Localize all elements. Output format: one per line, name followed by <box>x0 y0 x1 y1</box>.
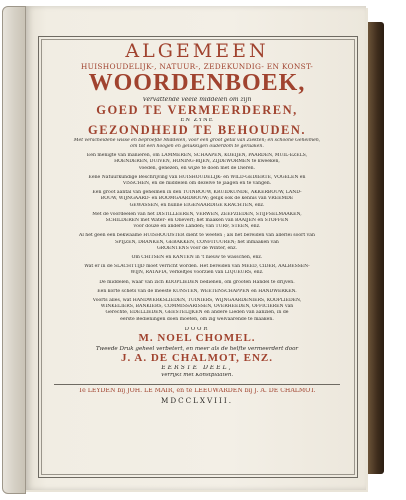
description-line: Een korte schets van de meeste KUNSTEN, WEETENSCHAPPEN en HANDWERKEN. <box>97 288 297 294</box>
title-ouderdom-line: om tot een hoogen en gelukkigen ouderdom te geraaken. <box>130 143 264 149</box>
plates-note: Verrijkt met Konstplaaten. <box>160 372 234 378</box>
description-paragraph <box>44 153 350 172</box>
description-line: SPIJZEN, DRANKEN, GEBAKKEN, CONFITUUREN; het inmaaken van <box>115 239 279 245</box>
description-line: De middelen, waar van zich KOOPLIEDEN bedienen, om grooten Handel te drijven. <box>99 279 295 285</box>
description-paragraph <box>44 190 350 209</box>
imprint-line: Te LEYDEN bij JOH. LE MAIR, en te LEEUWARDEN bij J. A. DE CHALMOT. <box>78 388 316 395</box>
description-line: Gerechte, EDELLIEDEN, GEESTELIJKEN en andere Lieden van aanzien, in de <box>105 310 289 316</box>
title-vervattende: Vervattende veele middelen om zijn <box>142 97 252 104</box>
title-middelen-line: Met verscheidene wisse en beproefde Middelen, voor een groot getal van Ziekten; en schoone Geheimen, <box>73 137 321 143</box>
description-line: Met de voordeelen van het DISTILLEEREN, VERWEN, ZEEPZIEDEN, STIJFSELMAAKEN, <box>92 211 302 217</box>
title-page-text <box>44 40 350 405</box>
publication-year: MDCCLXVIII. <box>160 397 233 405</box>
description-line: Voorts alles, wat HANDWERKSLIEDEN, TUINIERS, WIJNGAARDENIERS, KOOPLIEDEN, <box>92 297 302 303</box>
title-gezondheid: GEZONDHEID TE BEHOUDEN. <box>88 124 306 138</box>
description-line: voeden, genezen, en wijze te doen met de Dieren. <box>138 165 256 171</box>
description-line: Al het geen een bekwaame HUISHOUDSTER dient te weeten ; als het bereiden van allerlei soort van <box>79 233 315 239</box>
description-line: SCHILDEREN met Water- en Oliëverf; het maaken van BAAIJEN en STOFFEN <box>105 217 289 223</box>
editor-name: J. A. DE CHALMOT, ENZ. <box>121 353 273 365</box>
description-line: BOUW, WIJNGAARD- en BOOMGAARDBOUW; gelijk ook de kennis van VREEMDE <box>100 196 294 202</box>
description-line: VISSCHEN, en de middelen om dezelve te jaagen en te vangen. <box>122 180 272 186</box>
back-cover <box>368 22 384 474</box>
description-line: eerste Bedieningen doen moeten, om zig welvaarende te maaken. <box>120 316 274 322</box>
front-board <box>2 6 26 494</box>
description-line: HOENDEREN, DUIVEN, HONING-BIJEN, ZIJDEWORMEN te kweeken, <box>114 159 280 165</box>
title-line-algemeen: ALGEMEEN <box>125 41 269 62</box>
description-paragraph <box>44 264 350 276</box>
edition-note: Tweede Druk geheel verbetert, en meer als de helfte vermeerdert door <box>95 346 299 353</box>
description-line: GEWASSEN, en hunne EIGENAARDIGE KRACHTEN, enz. <box>129 202 265 208</box>
door-label: DOOR <box>184 326 210 332</box>
imprint-rule <box>54 384 340 385</box>
volume-label: EERSTE DEEL, <box>161 365 233 372</box>
description-line: WINKELIERS, BANKIERS, COMMISSARISSEN, OVERHEEDEN, OFFICIEREN van <box>100 304 294 310</box>
description-line: Een groot aantal van geheimen in den TUINBOUW, KRUIDKUNDE, AKKERBOUW, LAND- <box>92 190 302 196</box>
description-line: Om CHITSEN en KANTEN in 't nieuw te wasschen, enz. <box>131 254 263 260</box>
title-woordenboek: WOORDENBOEK, <box>88 70 306 96</box>
description-paragraph <box>44 175 350 187</box>
description-paragraph <box>44 298 350 323</box>
title-goed-te-vermeerderen: GOED TE VERMEERDEREN, <box>96 103 298 117</box>
description-line: WIJN, RATAFIA, verkeltjes voorzien van LIQUEURS, enz. <box>130 270 264 276</box>
title-subtitle-line: HUISHOUDELIJK-, NATUUR-, ZEDEKUNDIG- EN KONST- <box>80 62 314 71</box>
description-line: Wat er in de SLACHTTIJD moet verricht worden. Het bereiden van MEED, CIDER, AALBESSEN- <box>84 264 310 270</box>
description-paragraphs <box>44 153 350 323</box>
description-line: GROENTENS voor de Winter, enz. <box>156 245 237 251</box>
description-paragraph <box>44 212 350 231</box>
description-line: Eene Natuurkundige Beschrijving van HUISHOUDELIJK- en WILD-GEDIERTE, VOGELEN en <box>88 174 306 180</box>
description-line: voor douze en andere Landen; van TURF, STEEN, enz. <box>133 224 261 230</box>
description-paragraph <box>44 255 350 261</box>
description-paragraph <box>44 289 350 295</box>
description-paragraph <box>44 233 350 252</box>
description-line: Een menigte van manieren, om LAMMEREN, SCHAAPEN, KOEIJEN, PAARDEN, MUIL-EZELS, <box>86 153 308 159</box>
description-paragraph <box>44 280 350 286</box>
title-en-zyne: EN ZYNE <box>180 118 214 124</box>
author-name: M. NOEL CHOMEL. <box>138 333 256 345</box>
